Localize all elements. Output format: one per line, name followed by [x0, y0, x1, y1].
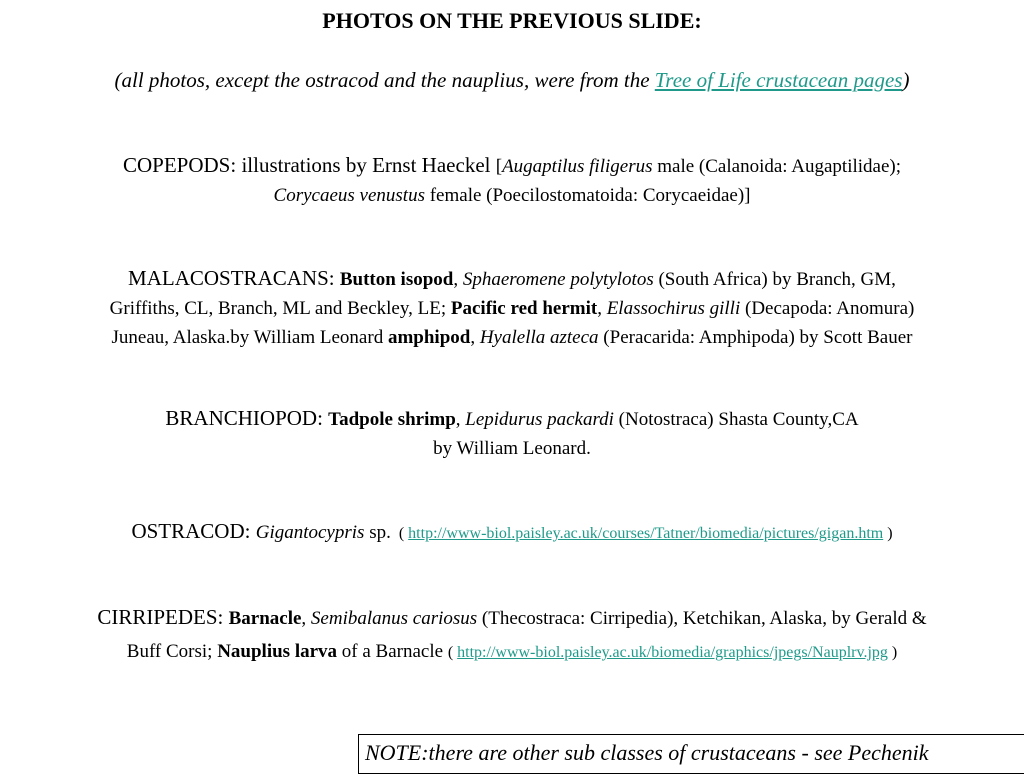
copepods-species-1: Augaptilus filigerus	[502, 156, 653, 177]
pechenik-note: NOTE:there are other sub classes of crustaceans - see Pechenik	[358, 734, 1024, 774]
cirripedes-label: CIRRIPEDES	[97, 605, 218, 629]
tree-of-life-link[interactable]: Tree of Life crustacean pages	[654, 68, 903, 92]
cirripedes-text-1: (Thecostraca: Cirripedia), Ketchikan, Alaska, by Gerald &	[477, 608, 927, 629]
cirripedes-text-3: of a Barnacle	[337, 641, 448, 662]
gigantocypris-species: Gigantocypris	[255, 522, 365, 543]
ostracod-label: OSTRACOD	[131, 519, 245, 543]
barnacle-term: Barnacle	[228, 608, 302, 629]
sep-2: ,	[597, 298, 607, 319]
copepods-label: COPEPODS	[122, 153, 231, 177]
gigan-link[interactable]: http://www-biol.paisley.ac.uk/courses/Tatner/biomedia/pictures/gigan.htm	[408, 525, 884, 542]
branchiopod-colon: :	[317, 406, 329, 430]
malacostracans-text-2: Griffiths, CL, Branch, ML and Beckley, LE;	[109, 298, 451, 319]
branchiopod-section	[0, 404, 1024, 464]
malacostracans-label: MALACOSTRACANS	[128, 266, 329, 290]
branchiopod-label: BRANCHIOPOD	[165, 406, 318, 430]
copepods-text-2: male (Calanoida: Augaptilidae);	[652, 156, 902, 177]
malacostracans-section	[0, 264, 1024, 353]
branchiopod-text-2: by William Leonard.	[433, 438, 591, 459]
cirripedes-section	[0, 601, 1024, 669]
copepods-species-2: Corycaeus venustus	[273, 185, 425, 206]
source-note-suffix: )	[902, 68, 910, 92]
cirripedes-text-2: Buff Corsi;	[126, 641, 218, 662]
ostracod-colon: :	[244, 519, 256, 543]
button-isopod-term: Button isopod	[339, 269, 454, 290]
branchiopod-text-1: (Notostraca) Shasta County,CA	[613, 409, 859, 430]
tadpole-shrimp-term: Tadpole shrimp	[328, 409, 456, 430]
ostracod-text-1: sp.	[364, 522, 391, 543]
cirripedes-paren-open: (	[447, 644, 458, 661]
amphipod-term: amphipod	[387, 327, 471, 348]
sep-5: ,	[301, 608, 311, 629]
cirripedes-paren-close: )	[887, 644, 898, 661]
malacostracans-text-5: (Peracarida: Amphipoda) by Scott Bauer	[598, 327, 913, 348]
page-title: PHOTOS ON THE PREVIOUS SLIDE:	[322, 8, 702, 33]
semibalanus-species: Semibalanus cariosus	[310, 608, 478, 629]
sep-3: ,	[470, 327, 480, 348]
malacostracans-text-1: (South Africa) by Branch, GM,	[653, 269, 896, 290]
lepidurus-species: Lepidurus packardi	[465, 409, 614, 430]
malacostracans-text-4: Juneau, Alaska.by William Leonard	[111, 327, 388, 348]
hyalella-species: Hyalella azteca	[479, 327, 599, 348]
source-note	[0, 68, 1024, 93]
copepods-bracket: [	[495, 156, 503, 177]
copepods-section	[0, 151, 1024, 211]
malacostracans-colon: :	[328, 266, 340, 290]
copepods-text: : illustrations by Ernst Haeckel	[230, 153, 496, 177]
nauplius-larva-term: Nauplius larva	[217, 641, 338, 662]
sep-4: ,	[455, 409, 466, 430]
malacostracans-text-3: (Decapoda: Anomura)	[740, 298, 915, 319]
ostracod-section	[0, 517, 1024, 548]
copepods-text-3: female (Poecilostomatoida: Corycaeidae)]	[424, 185, 751, 206]
pacific-red-hermit-term: Pacific red hermit	[450, 298, 598, 319]
source-note-prefix: (all photos, except the ostracod and the nauplius, were from the	[114, 68, 655, 92]
ostracod-paren-open: (	[390, 525, 409, 542]
elassochirus-species: Elassochirus gilli	[606, 298, 741, 319]
cirripedes-colon: :	[217, 605, 229, 629]
ostracod-paren-close: )	[883, 525, 893, 542]
sep-1: ,	[453, 269, 463, 290]
sphaeromene-species: Sphaeromene polytylotos	[462, 269, 654, 290]
nauplius-link[interactable]: http://www-biol.paisley.ac.uk/biomedia/graphics/jpegs/Nauplrv.jpg	[457, 644, 888, 661]
